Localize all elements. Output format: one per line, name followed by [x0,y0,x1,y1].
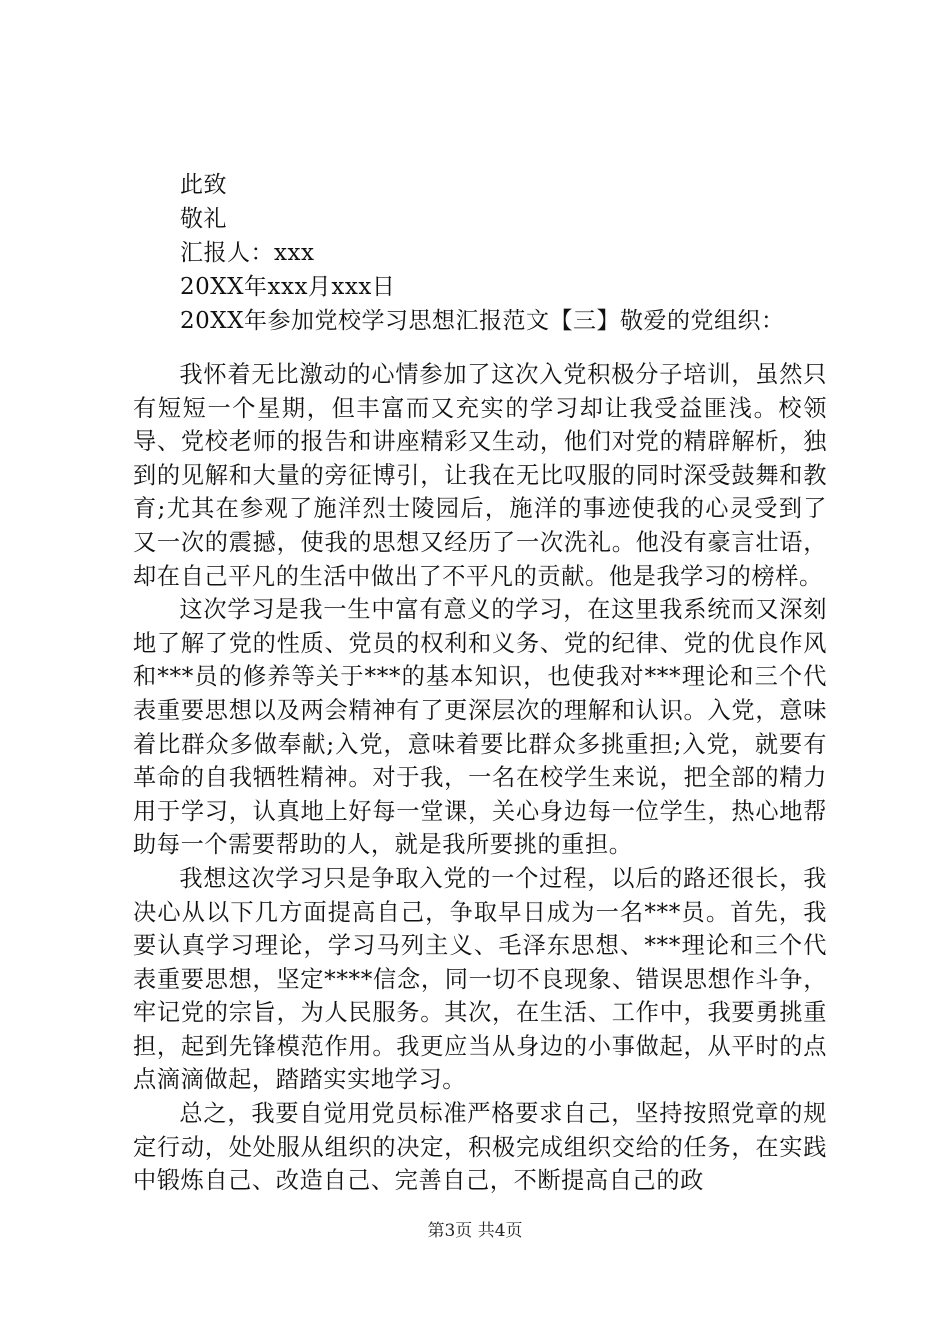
section-title: 20XX年参加党校学习思想汇报范文【三】敬爱的党组织： [180,308,785,334]
report-date: 20XX年xxx月xxx日 [180,274,396,300]
closing-salutation: 此致 [180,172,227,198]
paragraph-2: 这次学习是我一生中富有意义的学习，在这里我系统而又深刻地了解了党的性质、党员的权利和义务、党的纪律、党的优良作风和***员的修养等关于***的基本知识，也使我对***理论和三个代表重要思想以及两会精神有了更深层次的理解和认识。入党，意味着比群众多做奉献;入党，意味着要比群众多挑重担;入党，就要有革命的自我牺牲精神。对于我，一名在校学生来说，把全部的精力用于学习，认真地上好每一堂课，关心身边每一位学生，热心地帮助每一个需要帮助的人，就是我所要挑的重担。 [133,596,827,859]
page-footer [0,1220,950,1242]
letter-closing [180,168,860,338]
paragraph-4: 总之，我要自觉用党员标准严格要求自己，坚持按照党章的规定行动，处处服从组织的决定，积极完成组织交给的任务，在实践中锻炼自己、改造自己、完善自己，不断提高自己的政 [133,1100,827,1195]
closing-regards: 敬礼 [180,206,227,232]
document-body [133,358,827,1198]
page-number: 第3页 共4页 [427,1221,523,1241]
reporter-name: 汇报人：xxx [180,240,315,266]
paragraph-3: 我想这次学习只是争取入党的一个过程，以后的路还很长，我决心从以下几方面提高自己，争取早日成为一名***员。首先，我要认真学习理论，学习马列主义、毛泽东思想、***理论和三个代表重要思想，坚定****信念，同一切不良现象、错误思想作斗争，牢记党的宗旨，为人民服务。其次，在生活、工作中，我要勇挑重担，起到先锋模范作用。我更应当从身边的小事做起，从平时的点点滴滴做起，踏踏实实地学习。 [133,864,827,1094]
paragraph-1: 我怀着无比激动的心情参加了这次入党积极分子培训，虽然只有短短一个星期，但丰富而又充实的学习却让我受益匪浅。校领导、党校老师的报告和讲座精彩又生动，他们对党的精辟解析，独到的见解和大量的旁征博引，让我在无比叹服的同时深受鼓舞和教育;尤其在参观了施洋烈士陵园后，施洋的事迹使我的心灵受到了又一次的震撼，使我的思想又经历了一次洗礼。他没有豪言壮语，却在自己平凡的生活中做出了不平凡的贡献。他是我学习的榜样。 [133,361,827,590]
